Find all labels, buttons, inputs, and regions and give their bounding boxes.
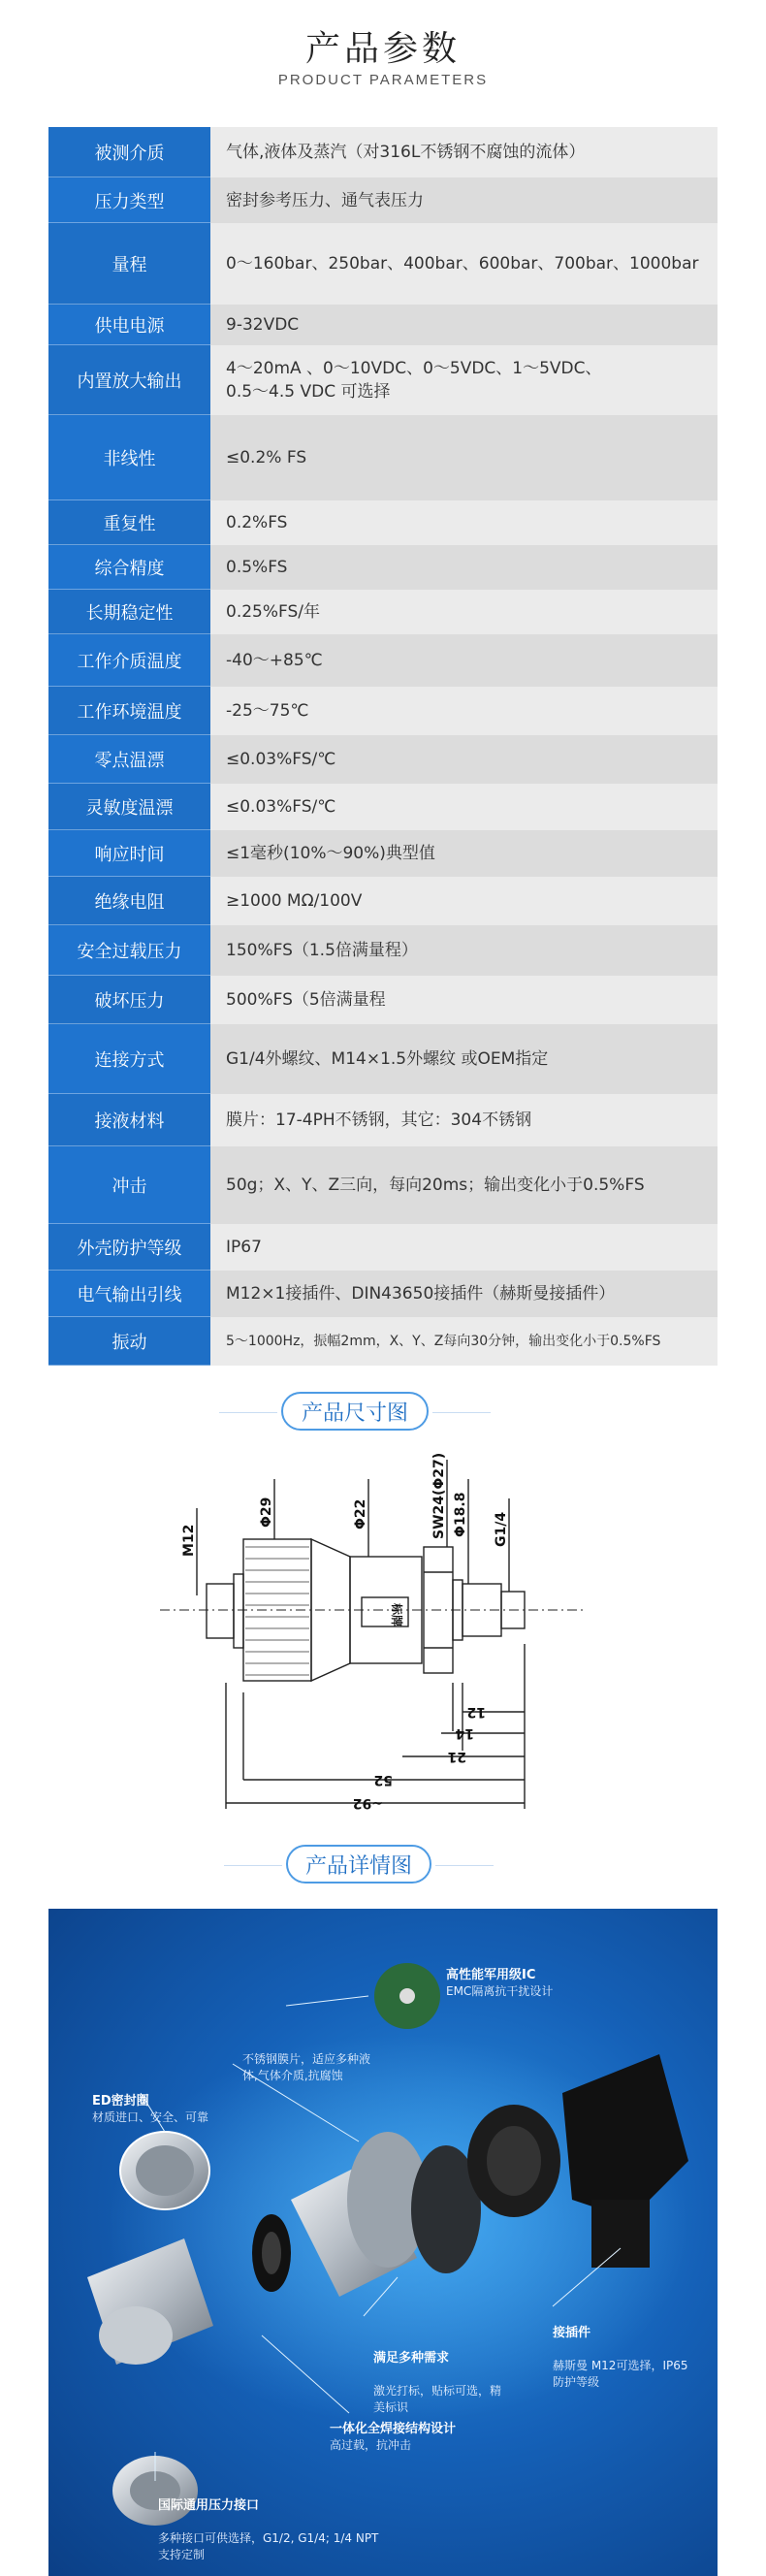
spec-row — [48, 345, 718, 415]
spec-label: 响应时间 — [48, 830, 210, 877]
annotation-connector — [553, 2308, 687, 2407]
spec-row — [48, 735, 718, 784]
spec-label: 供电电源 — [48, 305, 210, 345]
page-subtitle: PRODUCT PARAMETERS — [277, 72, 489, 88]
spec-label: 破坏压力 — [48, 976, 210, 1024]
spec-row — [48, 177, 718, 223]
spec-value: ≤0.03%FS/℃ — [210, 735, 718, 784]
annotation-ic-title: 高性能军用级IC — [446, 1968, 536, 1982]
spec-label: 灵敏度温漂 — [48, 784, 210, 830]
annotation-seal-title: ED密封圈 — [92, 2094, 149, 2109]
dim-m12: M12 — [181, 1524, 197, 1557]
exploded-view-art — [48, 1909, 718, 2576]
spec-value: 膜片：17-4PH不锈钢，其它：304不锈钢 — [210, 1094, 718, 1146]
dim-d29: Φ29 — [259, 1497, 274, 1528]
dim-52: 52 — [373, 1772, 393, 1787]
spec-label: 内置放大输出 — [48, 345, 210, 415]
spec-label: 振动 — [48, 1317, 210, 1366]
annotation-connector-title: 接插件 — [553, 2326, 591, 2340]
spec-label: 综合精度 — [48, 545, 210, 590]
size-section-title-text: 产品尺寸图 — [301, 1401, 408, 1426]
row-divider — [48, 1365, 210, 1366]
spec-label: 工作环境温度 — [48, 687, 210, 735]
annotation-interface-title: 国际通用压力接口 — [158, 2498, 260, 2513]
spec-label: 连接方式 — [48, 1024, 210, 1094]
spec-label: 被测介质 — [48, 127, 210, 177]
spec-value: -40～+85℃ — [210, 634, 718, 687]
size-section-title — [281, 1392, 429, 1431]
annotation-diaphragm-desc: 不锈钢膜片，适应多种液 体,气体介质,抗腐蚀 — [242, 2052, 371, 2082]
dim-92: ~92 — [352, 1795, 383, 1811]
spec-row — [48, 925, 718, 976]
spec-row — [48, 830, 718, 877]
spec-row — [48, 223, 718, 305]
spec-row — [48, 545, 718, 590]
spec-row — [48, 1271, 718, 1317]
spec-row — [48, 415, 718, 500]
spec-value: 500%FS（5倍满量程 — [210, 976, 718, 1024]
spec-row — [48, 634, 718, 687]
spec-value: ≥1000 MΩ/100V — [210, 877, 718, 925]
product-exploded-view — [48, 1909, 718, 2576]
spec-row — [48, 1224, 718, 1271]
spec-label: 零点温漂 — [48, 735, 210, 784]
spec-row — [48, 500, 718, 545]
annotation-welded-title: 一体化全焊接结构设计 — [330, 2422, 457, 2436]
annotation-welded-desc: 高过载，抗冲击 — [330, 2438, 412, 2452]
spec-label: 重复性 — [48, 500, 210, 545]
annotation-seal — [92, 2093, 208, 2126]
dim-21: 21 — [447, 1749, 466, 1764]
page-title: 产品参数 — [304, 29, 461, 69]
dim-nameplate: 标牌 — [390, 1603, 403, 1627]
spec-label: 非线性 — [48, 415, 210, 500]
spec-value: 0～160bar、250bar、400bar、600bar、700bar、1000bar — [210, 223, 718, 305]
spec-label: 工作介质温度 — [48, 634, 210, 687]
spec-label: 绝缘电阻 — [48, 877, 210, 925]
spec-value: 0.5%FS — [210, 545, 718, 590]
annotation-seal-desc: 材质进口、安全、可靠 — [92, 2110, 209, 2124]
spec-value: 150%FS（1.5倍满量程） — [210, 925, 718, 976]
annotation-marking-desc: 激光打标，贴标可选，精 美标识 — [373, 2384, 502, 2414]
spec-label: 外壳防护等级 — [48, 1224, 210, 1271]
spec-row — [48, 590, 718, 634]
annotation-marking-title: 满足多种需求 — [373, 2351, 450, 2366]
spec-label: 长期稳定性 — [48, 590, 210, 634]
annotation-diaphragm — [242, 2035, 370, 2101]
spec-value: IP67 — [210, 1224, 718, 1271]
detail-section-title — [286, 1845, 431, 1884]
spec-label: 安全过载压力 — [48, 925, 210, 976]
spec-label: 接液材料 — [48, 1094, 210, 1146]
dimension-drawing — [160, 1450, 587, 1838]
spec-value: 50g；X、Y、Z三向，每向20ms；输出变化小于0.5%FS — [210, 1146, 718, 1224]
spec-value: 0.25%FS/年 — [210, 590, 718, 634]
spec-value: ≤0.03%FS/℃ — [210, 784, 718, 830]
spec-label: 电气输出引线 — [48, 1271, 210, 1317]
spec-row — [48, 687, 718, 735]
annotation-ic — [446, 1967, 553, 2000]
spec-value: ≤0.2% FS — [210, 415, 718, 500]
spec-row — [48, 877, 718, 925]
annotation-marking — [373, 2334, 501, 2432]
annotation-interface — [158, 2481, 378, 2576]
spec-value: M12×1接插件、DIN43650接插件（赫斯曼接插件） — [210, 1271, 718, 1317]
annotation-connector-desc: 赫斯曼 M12可选择，IP65 防护等级 — [553, 2359, 688, 2389]
annotation-ic-desc: EMC隔离抗干扰设计 — [446, 1984, 554, 1998]
spec-value: G1/4外螺纹、M14×1.5外螺纹 或OEM指定 — [210, 1024, 718, 1094]
spec-value: -25～75℃ — [210, 687, 718, 735]
spec-value: 气体,液体及蒸汽（对316L不锈钢不腐蚀的流体） — [210, 127, 718, 177]
spec-value: ≤1毫秒(10%～90%)典型值 — [210, 830, 718, 877]
spec-row — [48, 784, 718, 830]
spec-row — [48, 1094, 718, 1146]
dim-sw24: SW24(Φ27) — [431, 1452, 447, 1539]
spec-row — [48, 1146, 718, 1224]
spec-row — [48, 1317, 718, 1366]
spec-value: 0.2%FS — [210, 500, 718, 545]
dimension-drawing-svg — [160, 1450, 587, 1838]
dim-12: 12 — [466, 1704, 486, 1720]
spec-value: 9-32VDC — [210, 305, 718, 345]
detail-section-title-text: 产品详情图 — [304, 1853, 412, 1879]
dim-d22: Φ22 — [353, 1498, 368, 1530]
annotation-interface-desc: 多种接口可供选择，G1/2, G1/4; 1/4 NPT 支持定制 — [158, 2531, 379, 2561]
spec-label: 量程 — [48, 223, 210, 305]
spec-label: 冲击 — [48, 1146, 210, 1224]
dim-d188: Φ18.8 — [453, 1492, 468, 1537]
dim-14: 14 — [455, 1725, 474, 1741]
section-header — [0, 0, 766, 107]
spec-row — [48, 127, 718, 177]
spec-value: 5～1000Hz，振幅2mm，X、Y、Z每向30分钟，输出变化小于0.5%FS — [210, 1317, 718, 1366]
spec-row — [48, 305, 718, 345]
spec-value: 密封参考压力、通气表压力 — [210, 177, 718, 223]
dim-g14: G1/4 — [494, 1511, 509, 1547]
spec-value: 4～20mA 、0～10VDC、0～5VDC、1～5VDC、 0.5～4.5 VDC 可选择 — [210, 345, 718, 415]
annotation-welded — [330, 2421, 456, 2454]
spec-row — [48, 1024, 718, 1094]
spec-row — [48, 976, 718, 1024]
spec-label: 压力类型 — [48, 177, 210, 223]
